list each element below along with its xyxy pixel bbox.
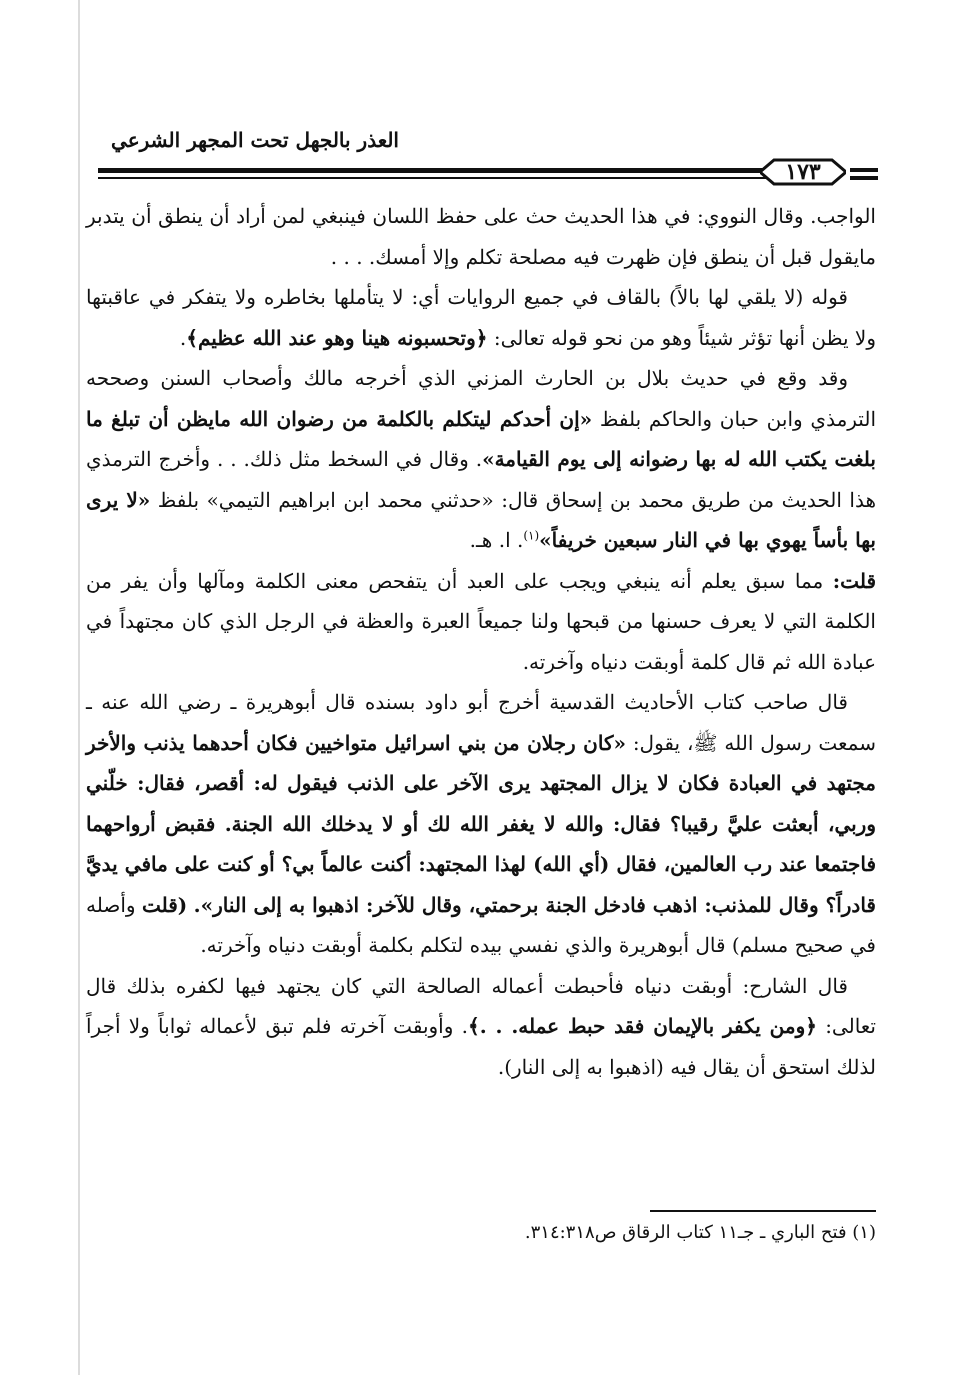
paragraph-6: قال الشارح: أوبقت دنياه فأحبطت أعماله الصالحة التي كان يجتهد فيها لكفره بذلك قال تعالى: ﴿ومن يكفر بالإيمان فقد حبط عمله. . .﴾. وأوبقت آخرته فلم تبق لأعماله ثواباً ولا أجراً لذلك استحق أن يقال فيه (اذهبوا به إلى النار).	[86, 973, 877, 1079]
quran-verse: ﴿وتحسبونه هينا وهو عند الله عظيم﴾	[186, 325, 488, 350]
quran-verse-2: ﴿ومن يكفر بالإيمان فقد حبط عمله. . .﴾	[467, 1014, 817, 1038]
footnote-rule	[650, 1210, 876, 1212]
footnote-reference: (١)	[523, 528, 540, 543]
header-rule-stub-bottom	[850, 176, 878, 180]
running-header-title: العذر بالجهل تحت المجهر الشرعي	[111, 128, 399, 152]
paragraph-2: قوله (لا يلقي لها بالاً) بالقاف في جميع الروايات أي: لا يتأملها بخاطره ولا يتفكر في عاقبتها ولا يظن أنها تؤثر شيئاً وهو من نحو قوله تعالى: ﴿وتحسبونه هينا وهو عند الله عظيم﴾.	[86, 285, 876, 350]
hadith-quote-3: «كان رجلان من بني اسرائيل متواخيين فكان أحدهما يذنب والأخر مجتهد في العبادة فكان لا يزال المجتهد يرى الآخر على الذنب فيقول له: أقصر، فقال: خلّني وربي، أبعثت عليَّ رقيبا؟ فقال: والله لا يغفر الله لك أو لا يدخلك الله الجنة. فقبض أرواحهما فاجتمعا عند رب العالمين، فقال (أي الله) لهذا المجتهد: أكنت عالماً بي؟ أو كنت على مافي يديَّ قادراً؟ وقال للمذنب: اذهب فادخل الجنة برحمتي، وقال للآخر: اذهبوا به إلى النار».	[86, 730, 876, 917]
scan-edge-line	[78, 0, 80, 1375]
hadith-quote: «إن أحدكم ليتكلم بالكلمة من رضوان الله مايظن أن تبلغ ما بلغت يكتب الله له بها رضوانه إلى يوم القيامة»	[86, 406, 876, 471]
header-rule-stub-top	[850, 168, 878, 172]
page-number-ornament	[760, 156, 846, 188]
footnote: (١) فتح الباري ـ جـ١١ كتاب الرقاق ص٣١٤:٣١٨.	[524, 1222, 876, 1243]
paragraph-3: وقد وقع في حديث بلال بن الحارث المزني الذي أخرجه مالك وأصحاب السنن وصححه الترمذي وابن حبان والحاكم بلفظ «إن أحدكم ليتكلم بالكلمة من رضوان الله مايظن أن تبلغ ما بلغت يكتب الله له بها رضوانه إلى يوم القيامة». وقال في السخط مثل ذلك. . . وأخرج الترمذي هذا الحديث من طريق محمد بن إسحاق قال: «حدثني محمد ابن ابراهيم التيمي» بلفظ «لا يرى بها بأساً يهوي بها في النار سبعين خريفاً»$^{(١)}$. ا. هـ.	[86, 366, 877, 552]
note-label: قلت:	[832, 568, 876, 593]
header-rule-thin	[98, 177, 818, 179]
main-text	[86, 196, 876, 1087]
paragraph-4: قلت: مما سبق يعلم أنه ينبغي ويجب على العبد أن يتفحص معنى الكلمة ومآلها وأن يفر من الكلمة التي لا يعرف حسنها من قبحها ولنا جميعاً العبرة والعظة في الرجل الذي كان مجتهداً في عبادة الله ثم قال كلمة أوبقت دنياه وآخرته.	[86, 568, 876, 674]
paragraph-1: الواجب. وقال النووي: في هذا الحديث حث على حفظ اللسان فينبغي لمن أراد أن ينطق أن يتدبر مايقول قبل أن ينطق فإن ظهرت فيه مصلحة تكلم وإلا أمسك. . . .	[86, 204, 876, 269]
paragraph-5: قال صاحب كتاب الأحاديث القدسية أخرج أبو داود بسنده قال أبوهريرة ـ رضي الله عنه ـ سمعت رسول الله ﷺ، يقول: «كان رجلان من بني اسرائيل متواخيين فكان أحدهما يذنب والأخر مجتهد في العبادة فكان لا يزال المجتهد يرى الآخر على الذنب فيقول له: أقصر، فقال: خلّني وربي، أبعثت عليَّ رقيبا؟ فقال: والله لا يغفر الله لك أو لا يدخلك الله الجنة. فقبض أرواحهما فاجتمعا عند رب العالمين، فقال (أي الله) لهذا المجتهد: أكنت عالماً بي؟ أو كنت على مافي يديَّ قادراً؟ وقال للمذنب: اذهب فادخل الجنة برحمتي، وقال للآخر: اذهبوا به إلى النار». (قلت وأصله في صحيح مسلم) قال أبوهريرة والذي نفسي بيده لتكلم بكلمة أوبقت دنياه وآخرته.	[86, 690, 876, 957]
note-label-2: (قلت	[141, 892, 188, 917]
header-rule-thick	[98, 168, 818, 173]
page-number: ١٧٣	[785, 159, 821, 185]
hadith-quote-2: «لا يرى بها بأساً يهوي بها في النار سبعين خريفاً»	[86, 487, 876, 552]
